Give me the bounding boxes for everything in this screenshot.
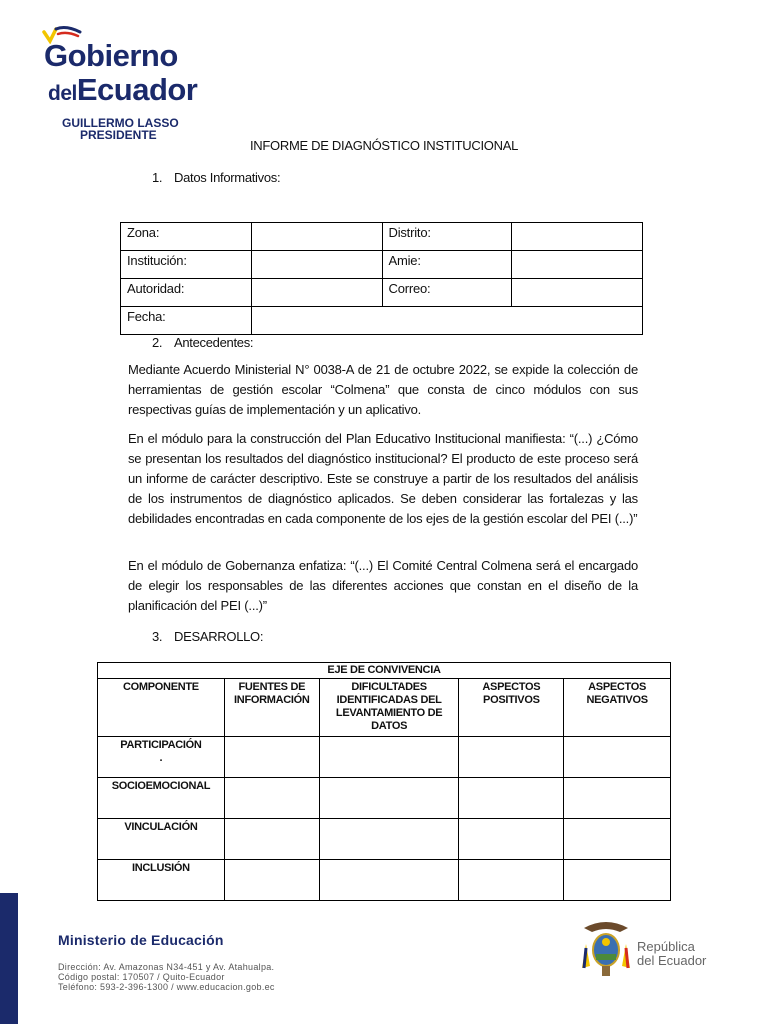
cell-empty[interactable] bbox=[564, 737, 671, 778]
correo-value[interactable] bbox=[512, 279, 643, 307]
header-positivos: ASPECTOS POSITIVOS bbox=[459, 679, 564, 737]
cell-empty[interactable] bbox=[564, 819, 671, 860]
cell-empty[interactable] bbox=[459, 819, 564, 860]
cell-empty[interactable] bbox=[319, 819, 459, 860]
section-3-number: 3. bbox=[152, 629, 163, 644]
zona-label: Zona: bbox=[121, 223, 252, 251]
institucion-label: Institución: bbox=[121, 251, 252, 279]
zona-value[interactable] bbox=[251, 223, 382, 251]
logo-president-title: PRESIDENTE bbox=[80, 128, 157, 142]
header-negativos: ASPECTOS NEGATIVOS bbox=[564, 679, 671, 737]
logo-line-gobierno: Gobierno bbox=[44, 38, 178, 73]
row-vinculacion: VINCULACIÓN bbox=[98, 819, 225, 860]
amie-value[interactable] bbox=[512, 251, 643, 279]
header-fuentes: FUENTES DE INFORMACIÓN bbox=[224, 679, 319, 737]
row-participacion bbox=[98, 737, 225, 778]
paragraph-1: Mediante Acuerdo Ministerial N° 0038-A de 21 de octubre 2022, se expide la colección de herramientas de gestión escolar “Colmena” que consta de cinco módulos con sus respectivas guías de implementación y un aplicativo. bbox=[128, 362, 638, 417]
section-1-heading bbox=[152, 170, 280, 185]
section-2-label: Antecedentes: bbox=[174, 335, 254, 350]
table-row bbox=[98, 737, 671, 778]
footer-address: Dirección: Av. Amazonas N34-451 y Av. Atahualpa. bbox=[58, 962, 275, 972]
logo-president-name: GUILLERMO LASSO bbox=[62, 116, 179, 130]
cell-empty[interactable] bbox=[224, 819, 319, 860]
footer-phone[interactable]: Teléfono: 593-2-396-1300 / www.educacion.gob.ec bbox=[58, 982, 275, 992]
row-inclusion: INCLUSIÓN bbox=[98, 860, 225, 901]
section-3-label: DESARROLLO: bbox=[174, 629, 264, 644]
republica-del-ecuador-label bbox=[637, 940, 706, 968]
paragraph-3: En el módulo de Gobernanza enfatiza: “(...) El Comité Central Colmena será el encargado de elegir los responsables de las diferentes acciones que constan en el diseño de la planificación del PEI (...)” bbox=[128, 558, 638, 613]
correo-label: Correo: bbox=[382, 279, 512, 307]
row-participacion-dot: . bbox=[159, 752, 163, 764]
logo-line-ecuador bbox=[48, 72, 197, 108]
cell-empty[interactable] bbox=[319, 737, 459, 778]
info-table bbox=[120, 222, 643, 335]
amie-label: Amie: bbox=[382, 251, 512, 279]
row-socioemocional: SOCIOEMOCIONAL bbox=[98, 778, 225, 819]
footer-side-bar bbox=[0, 893, 18, 1024]
document-title: INFORME DE DIAGNÓSTICO INSTITUCIONAL bbox=[250, 138, 518, 153]
logo-del: del bbox=[48, 82, 77, 105]
cell-empty[interactable] bbox=[459, 737, 564, 778]
footer-address-block bbox=[58, 962, 275, 992]
cell-empty[interactable] bbox=[319, 860, 459, 901]
section-3-heading bbox=[152, 629, 263, 644]
section-1-label: Datos Informativos: bbox=[174, 170, 281, 185]
republica-line-1: República bbox=[637, 939, 695, 954]
cell-empty[interactable] bbox=[564, 860, 671, 901]
cell-empty[interactable] bbox=[459, 860, 564, 901]
table-row bbox=[98, 819, 671, 860]
header-dificultades: DIFICULTADES IDENTIFICADAS DEL LEVANTAMIENTO DE DATOS bbox=[319, 679, 459, 737]
cell-empty[interactable] bbox=[224, 860, 319, 901]
fecha-value[interactable] bbox=[251, 307, 642, 335]
cell-empty[interactable] bbox=[224, 737, 319, 778]
section-2-number: 2. bbox=[152, 335, 163, 350]
footer-ministry: Ministerio de Educación bbox=[58, 932, 224, 948]
footer-postal: Código postal: 170507 / Quito-Ecuador bbox=[58, 972, 225, 982]
institucion-value[interactable] bbox=[251, 251, 382, 279]
convivencia-table bbox=[97, 662, 671, 901]
table-row bbox=[98, 860, 671, 901]
header-componente: COMPONENTE bbox=[98, 679, 225, 737]
section-2-heading bbox=[152, 335, 253, 350]
cell-empty[interactable] bbox=[564, 778, 671, 819]
coat-of-arms-icon bbox=[576, 918, 636, 980]
section-1-number: 1. bbox=[152, 170, 163, 185]
row-participacion-label: PARTICIPACIÓN bbox=[120, 739, 202, 751]
cell-empty[interactable] bbox=[459, 778, 564, 819]
gobierno-logo bbox=[40, 24, 200, 142]
autoridad-value[interactable] bbox=[251, 279, 382, 307]
fecha-label: Fecha: bbox=[121, 307, 252, 335]
autoridad-label: Autoridad: bbox=[121, 279, 252, 307]
table-caption: EJE DE CONVIVENCIA bbox=[98, 663, 671, 679]
distrito-value[interactable] bbox=[512, 223, 643, 251]
cell-empty[interactable] bbox=[319, 778, 459, 819]
logo-ecuador: Ecuador bbox=[76, 72, 198, 107]
table-row bbox=[98, 778, 671, 819]
cell-empty[interactable] bbox=[224, 778, 319, 819]
paragraph-2: En el módulo para la construcción del Plan Educativo Institucional manifiesta: “(...) ¿Cómo se presentan los resultados del diagnóstico institucional? El producto de este proceso será un informe de carácter descriptivo. Este se construye a partir de los resultados del análisis de los instrumentos de diagnóstico aplicados. Se deben considerar las fortalezas y las debilidades encontradas en cada componente de los ejes de la gestión escolar del PEI (...)” bbox=[128, 431, 638, 526]
distrito-label: Distrito: bbox=[382, 223, 512, 251]
republica-line-2: del Ecuador bbox=[637, 953, 707, 968]
